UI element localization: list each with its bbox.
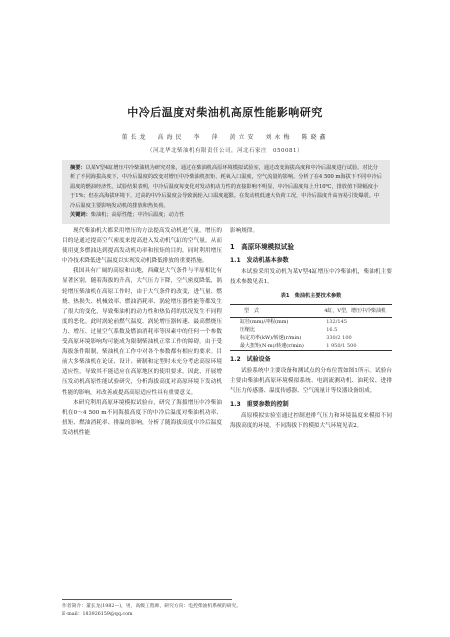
keywords-label: 关键词： <box>70 212 91 219</box>
table-cell-value: 330/2 100 <box>326 334 352 341</box>
footnote-author-bio: 作者简介：董长龙(1982—)，男，高级工程师，研究方向：电控柴油机系统的研究。 <box>62 604 242 609</box>
body-paragraph: 现代柴油机大都采用增压的方法提高发动机进气量，增压的目的是通过提高空气密度来提高进入发动机气缸的空气量，从而使用更多燃油达到提高发动机功率和扭矩的目的。同时利用增压中冷技术降低进气温度以实现发动机降低排放的重要措施。 <box>62 228 222 265</box>
table-row <box>230 342 392 351</box>
body-paragraph: 本研究利用高原环境模拟试验台，研究了海拔增压中冷柴油机在0～4 500 m不同海拔高度下的中冷后温度对柴油机功率、扭矩、燃油消耗率、排温的影响，分析了随海拔高度中冷后温度发动机性能 <box>62 399 222 436</box>
section-1-1-text: 本试验采用发动机为某V型4缸增压中冷柴油机，柴油机主要技术参数见表1。 <box>230 269 392 286</box>
footnote-email: E-mail：183926159@qq.com <box>62 612 133 617</box>
table-row <box>230 326 392 334</box>
author-footnote <box>62 599 242 619</box>
table-cell-value: 1 950/1 500 <box>318 342 392 351</box>
abstract-label: 摘要： <box>70 165 86 171</box>
paper-title: 中冷后温度对柴油机高原性能影响研究 <box>127 106 323 119</box>
table-cell-value: 132/145 <box>326 318 347 325</box>
abstract-text: 以某V型4缸增压中冷柴油机为研究对象，通过在柴油机高原环境模拟试验室，通过改变海拔高度和中冷后温度进行试验。对比分析了不同海拔高度下，中冷后温度的改变对增压中冷柴油机扭矩、耗氧入口温度，空气流量的影响。分析了在4 500 m海拔下不同中冷后温度的燃油经济性。试验结果表明，中冷后温度每变化对发动机动力性的直接影响不明显，中冷后温度每上升10℃，排放值下降幅度小于1%；但在高海拔环境下，过高的中冷后温度会导致涡轮入口温度超限。在发动机低速大负荷工况，中冷后温度升高容易引发爆震。中冷后温度主要影响发动机的排放和热负荷。 <box>70 165 382 209</box>
table-cell-name: 压缩比 <box>240 326 256 333</box>
keywords-text: 柴油机；高原性能；中冷后温度；动力性 <box>90 212 185 219</box>
table-caption: 表1 柴油机主要技术参数 <box>280 293 342 300</box>
left-column <box>62 226 222 438</box>
section-heading-1-1: 1.1 发动机基本参数 <box>230 257 289 265</box>
section-heading-1: 1 高原环境模拟试验 <box>230 243 294 252</box>
abstract-box <box>62 160 390 224</box>
table-header-cell: 型 式 <box>230 304 318 317</box>
body-paragraph: 我国具有广阔的高原和山地，西藏是大气条件与平原相比有显著区别，随着海拔的升高，大气压力下降，空气密度降低，涡轮增压柴油机在高原工作时，由于大气条件的改变，进气量、燃烧、热损失、机械效率、燃油消耗率、涡轮增压器性能等都发生了很大的变化，导致柴油机的动力性和热负荷的状况发生不同程度的恶化。此时涡轮前燃气温度、涡轮增压器转速、最高燃烧压力、增压、过量空气系数及燃油消耗率等因素中的任何一个参数受高原环境影响均可能成为限制柴油机正常工作的障碍。由于受海拔条件限制，柴油机在工作中对各个参数都有相应的要求。目前大多柴油机在论证、设计、研制和定型时未充分考虑高原环境适应性，导致其不能适应在高原地区的使用要求。因此，开展增压发动机高原性能试验研究，分析海拔高度对高原环境下发动机性能的影响，对改善或提高高原适应性具有重要意义。 <box>62 268 222 396</box>
table-cell-name: 标定功率(kW)/转速(r/min) <box>240 334 302 341</box>
affiliation: （河北华北柴油机有限责任公司，河北石家庄 050081） <box>147 148 303 154</box>
table-header-cell: 4缸，V型，增压中冷柴油机 <box>318 304 392 317</box>
table-row <box>230 334 392 342</box>
author-list: 董长龙 高海民 李 萍 黄立安 刘永梅 陈晓鑫 <box>121 134 329 141</box>
continued-text: 影响规律。 <box>230 228 258 234</box>
section-1-3-text: 高原模拟实验室通过控制进排气压力和环境温度来模拟不同海拔高度的环境，不同海拔下的模拟大气环境见表2。 <box>230 413 392 430</box>
engine-params-table <box>230 304 392 351</box>
table-cell-name: 最大扭矩(N·m)/转速(r/min) <box>230 342 318 351</box>
table-cell-name: 缸径(mm)/冲程(mm) <box>240 318 289 325</box>
right-column <box>230 226 392 431</box>
table-cell-value: 16.5 <box>326 326 338 333</box>
section-1-2-text: 试验系统中主要设备和测试点的分布位置如图1所示。试验台主要由柴油机高原环境模拟系统、电涡流测功机、油耗仪、进排气压力传感器、温度传感器、空气流量计等仪器设备组成。 <box>230 367 392 394</box>
section-heading-1-2: 1.2 试验设备 <box>230 355 271 363</box>
table-row <box>230 317 392 326</box>
section-heading-1-3: 1.3 重要参数的控制 <box>230 400 289 408</box>
table-header-row <box>230 304 392 317</box>
